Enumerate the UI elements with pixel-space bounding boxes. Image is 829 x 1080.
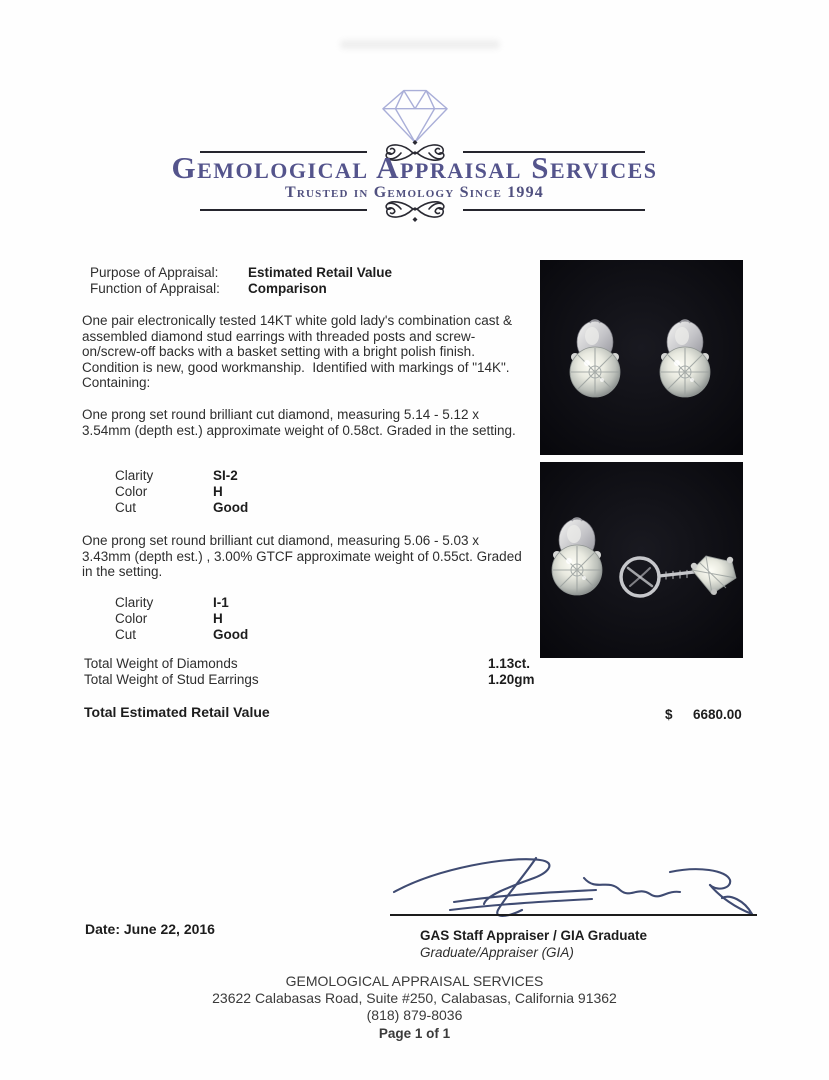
diamond-1-cut-value: Good bbox=[213, 500, 249, 515]
diamond-1-description: One prong set round brilliant cut diamond, measuring 5.14 - 5.12 x 3.54mm (depth est.) approximate weight of 0.58ct. Graded in the setting. bbox=[82, 407, 516, 438]
total-earring-weight-label: Total Weight of Stud Earrings bbox=[84, 672, 259, 687]
diamond-2-description: One prong set round brilliant cut diamond, measuring 5.06 - 5.03 x 3.43mm (depth est.) , 3.00% GTCF approximate weight of 0.55ct. Graded in the setting. bbox=[82, 533, 526, 580]
diamond-1-cut-label: Cut bbox=[115, 500, 137, 515]
appraisal-date: Date: June 22, 2016 bbox=[85, 921, 215, 937]
page-number: Page 1 of 1 bbox=[378, 1026, 451, 1041]
function-value: Comparison bbox=[248, 281, 327, 296]
purpose-label: Purpose of Appraisal: bbox=[90, 265, 219, 280]
appraiser-title: GAS Staff Appraiser / GIA Graduate bbox=[420, 928, 648, 943]
item-description: One pair electronically tested 14KT white gold lady's combination cast & assembled diamond stud earrings with threaded posts and screw-on/screw-off backs with a basket setting with a bright polish finish. Condition is new, good workmanship. Identified with markings of "14K". Containing: bbox=[82, 313, 518, 391]
header-rule-bottom-left bbox=[200, 209, 367, 211]
diamond-2-cut-label: Cut bbox=[115, 627, 137, 642]
total-diamond-weight-label: Total Weight of Diamonds bbox=[84, 656, 238, 671]
header-rule-bottom-right bbox=[463, 209, 645, 211]
total-earring-weight-value: 1.20gm bbox=[488, 672, 535, 687]
purpose-value: Estimated Retail Value bbox=[248, 265, 393, 280]
earrings-photo-side-view bbox=[540, 462, 743, 658]
diamond-logo-icon bbox=[373, 85, 457, 145]
signature-line bbox=[390, 914, 757, 916]
diamond-2-clarity-label: Clarity bbox=[115, 595, 154, 610]
footer-phone: (818) 879-8036 bbox=[366, 1007, 463, 1023]
total-diamond-weight-value: 1.13ct. bbox=[488, 656, 531, 671]
diamond-1-clarity-value: SI-2 bbox=[213, 468, 238, 483]
footer-company-name: GEMOLOGICAL APPRAISAL SERVICES bbox=[285, 973, 544, 989]
diamond-1-color-value: H bbox=[213, 484, 223, 499]
company-logotype: Gemological Appraisal Services bbox=[171, 150, 658, 185]
retail-value-amount: 6680.00 bbox=[693, 707, 742, 722]
function-label: Function of Appraisal: bbox=[90, 281, 220, 296]
diamond-2-color-label: Color bbox=[115, 611, 148, 626]
footer-address: 23622 Calabasas Road, Suite #250, Calabasas, California 91362 bbox=[212, 990, 617, 1006]
diamond-1-clarity-label: Clarity bbox=[115, 468, 154, 483]
diamond-2-clarity-value: I-1 bbox=[213, 595, 229, 610]
retail-value-label: Total Estimated Retail Value bbox=[84, 704, 270, 720]
diamond-2-cut-value: Good bbox=[213, 627, 249, 642]
retail-value-currency: $ bbox=[665, 707, 673, 722]
flourish-ornament-bottom bbox=[367, 198, 463, 222]
appraiser-credential: Graduate/Appraiser (GIA) bbox=[420, 945, 574, 960]
company-tagline: Trusted in Gemology Since 1994 bbox=[284, 184, 545, 201]
diamond-1-color-label: Color bbox=[115, 484, 148, 499]
earrings-photo-front-view bbox=[540, 260, 743, 455]
scan-artifact bbox=[340, 40, 500, 49]
diamond-2-color-value: H bbox=[213, 611, 223, 626]
